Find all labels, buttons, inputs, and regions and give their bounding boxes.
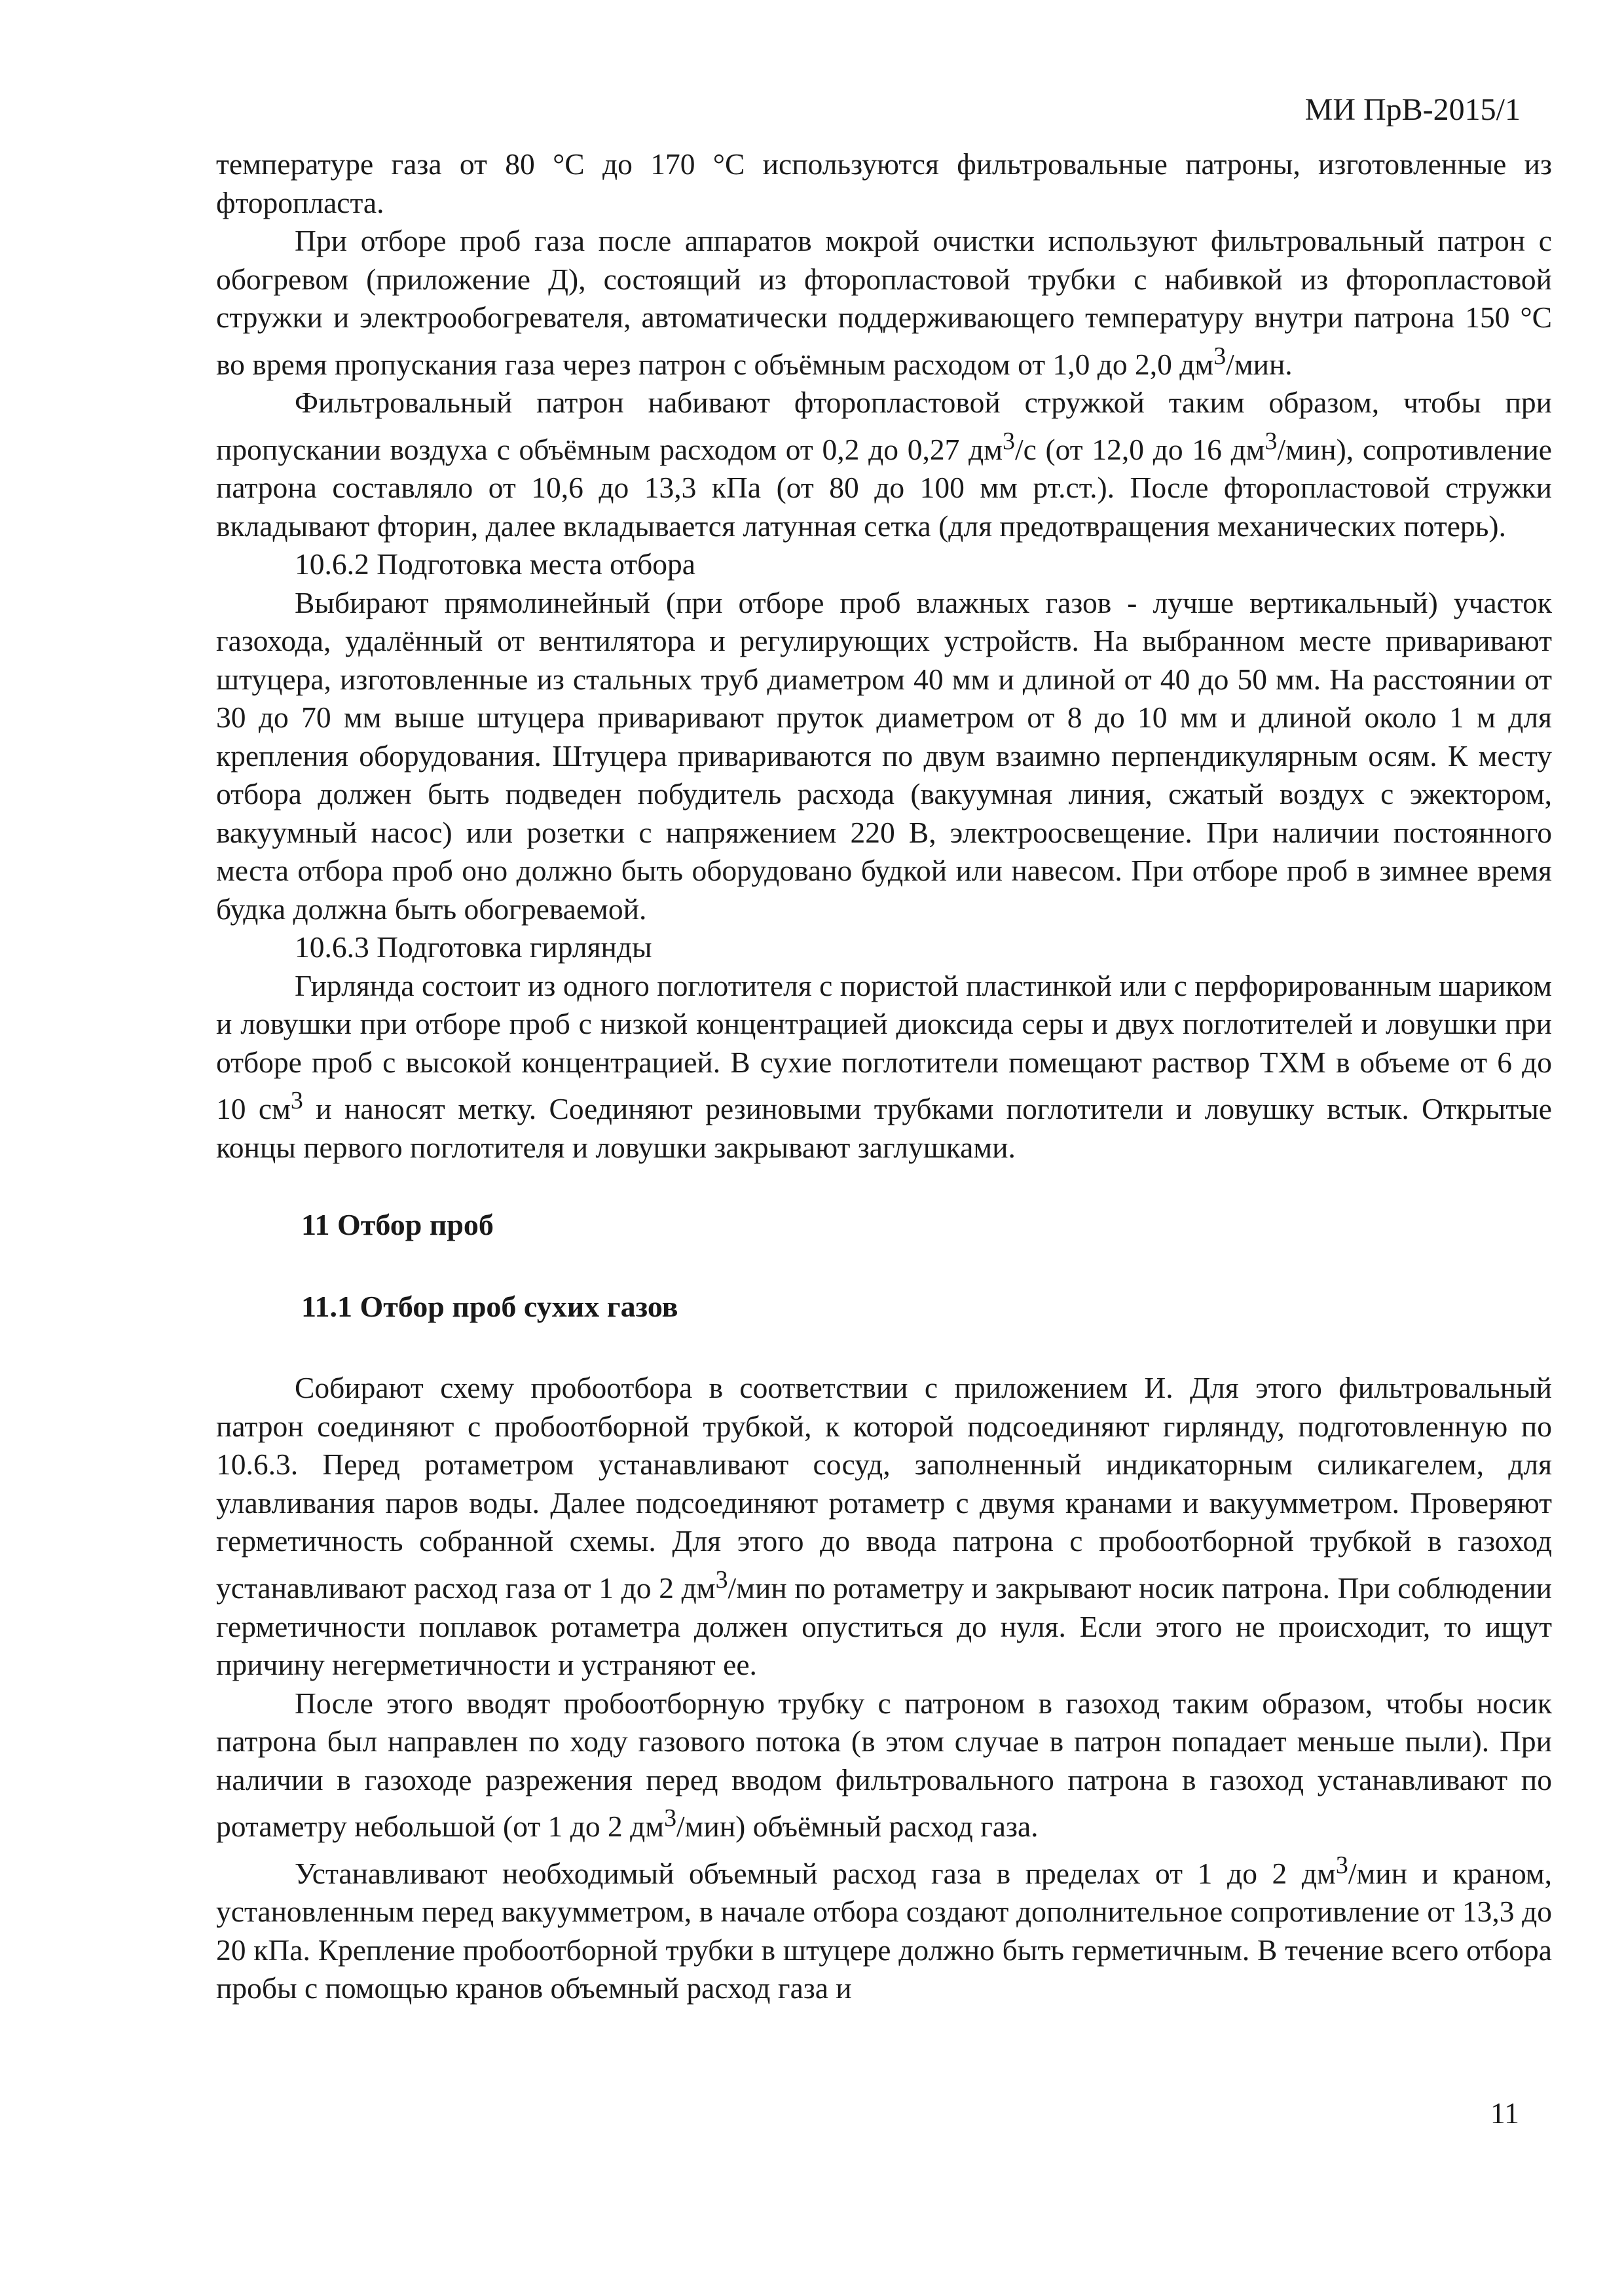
text-run: /мин и краном, установленным перед вакуумметром, в начале отбора создают дополнительное сопротивление от 13,3 до 20 кПа. Крепление пробоотборной трубки в штуцере должно быть герметичным. В течение всего отбора пробы с помощью кранов объемный расход газа и <box>216 1856 1552 2005</box>
spacer <box>216 1245 1552 1288</box>
superscript: 3 <box>1264 427 1278 455</box>
document-code-header: МИ ПрВ-2015/1 <box>1304 92 1521 127</box>
superscript: 3 <box>1335 1851 1348 1879</box>
text-run: При отборе проб газа после аппаратов мокрой очистки используют фильтровальный патрон с обогревом (приложение Д), состоящий из фторопластовой трубки с набивкой из фторопластовой стружки и электрообогревателя, автоматически поддерживающего температуру внутри патрона 150 °С во время пропускания газа через патрон с объёмным расходом от 1,0 до 2,0 дм <box>216 224 1552 381</box>
paragraph-cartridge-packing <box>216 384 1552 545</box>
text-run: /мин по ротаметру и закрывают носик патрона. При соблюдении герметичности поплавок ротаметра должен опуститься до нуля. Если этого не происходит, то ищут причину негерметичности и устраняют ее. <box>216 1571 1552 1682</box>
paragraph-heated-cartridge <box>216 222 1552 384</box>
subsection-heading-10-6-3: 10.6.3 Подготовка гирлянды <box>295 930 652 964</box>
text-run: и наносят метку. Соединяют резиновыми трубками поглотители и ловушку встык. Открытые концы первого поглотителя и ловушки закрывают заглушками. <box>216 1092 1552 1164</box>
section-heading-11-1: 11.1 Отбор проб сухих газов <box>301 1289 678 1323</box>
text-run: Устанавливают необходимый объемный расход газа в пределах от 1 до 2 дм <box>295 1856 1336 1890</box>
text-run: После этого вводят пробоотборную трубку с патроном в газоход таким образом, чтобы носик патрона был направлен по ходу газового потока (в этом случае в патрон попадает меньше пыли). При наличии в газоходе разрежения перед вводом фильтровального патрона в газоход устанавливают по ротаметру небольшой (от 1 до 2 дм <box>216 1686 1552 1844</box>
spacer <box>216 1167 1552 1206</box>
superscript: 3 <box>664 1804 677 1832</box>
spacer <box>216 1326 1552 1369</box>
paragraph-flow-rate-setting <box>216 1846 1552 2008</box>
paragraph-assembly-scheme <box>216 1369 1552 1684</box>
page-content <box>216 145 1552 2008</box>
text-run: /с (от 12,0 до 16 дм <box>1014 432 1265 466</box>
superscript: 3 <box>1003 427 1015 455</box>
text-run: Фильтровальный патрон набивают фторопластовой стружкой таким образом, чтобы при пропускании воздуха с объёмным расходом от 0,2 до 0,27 дм <box>216 386 1552 466</box>
paragraph-garland-preparation <box>216 967 1552 1167</box>
superscript: 3 <box>290 1087 303 1115</box>
superscript: 3 <box>1213 342 1227 370</box>
section-heading-11: 11 Отбор проб <box>301 1208 494 1242</box>
paragraph-filter-temperature: температуре газа от 80 °С до 170 °С используются фильтровальные патроны, изготовленные из фторопласта. <box>216 147 1552 219</box>
text-run: /мин), сопротивление патрона составляло от 10,6 до 13,3 кПа (от 80 до 100 мм рт.ст.). После фторопластовой стружки вкладывают фторин, далее вкладывается латунная сетка (для предотвращения механических потерь). <box>216 432 1552 543</box>
subsection-heading-10-6-2: 10.6.2 Подготовка места отбора <box>295 547 695 581</box>
text-run: Гирлянда состоит из одного поглотителя с пористой пластинкой или с перфорированным шариком и ловушки при отборе проб с низкой концентрацией диоксида серы и двух поглотителей и ловушки при отборе проб с высокой концентрацией. В сухие поглотители помещают раствор ТХМ в объеме от 6 до 10 см <box>216 968 1552 1126</box>
text-run: Собирают схему пробоотбора в соответствии с приложением И. Для этого фильтровальный патрон соединяют с пробоотборной трубкой, к которой подсоединяют гирлянду, подготовленную по 10.6.3. Перед ротаметром устанавливают сосуд, заполненный индикаторным силикагелем, для улавливания паров воды. Далее подсоединяют ротаметр с двумя кранами и вакуумметром. Проверяют герметичность собранной схемы. Для этого до ввода патрона с пробоотборной трубкой в газоход устанавливают расход газа от 1 до 2 дм <box>216 1371 1552 1605</box>
page-number: 11 <box>1490 2096 1519 2130</box>
text-run: /мин. <box>1226 347 1293 381</box>
text-run: /мин) объёмный расход газа. <box>676 1810 1039 1844</box>
paragraph-sampling-site: Выбирают прямолинейный (при отборе проб влажных газов - лучше вертикальный) участок газохода, удалённый от вентилятора и регулирующих устройств. На выбранном месте приваривают штуцера, изготовленные из стальных труб диаметром 40 мм и длиной от 40 до 50 мм. На расстоянии от 30 до 70 мм выше штуцера приваривают пруток диаметром от 8 до 10 мм и длиной около 1 м для крепления оборудования. Штуцера привариваются по двум взаимно перпендикулярным осям. К месту отбора должен быть подведен побудитель расхода (вакуумная линия, сжатый воздух с эжектором, вакуумный насос) или розетки с напряжением 220 В, электроосвещение. При наличии постоянного места отбора проб оно должно быть оборудовано будкой или навесом. При отборе проб в зимнее время будка должна быть обогреваемой. <box>216 585 1552 926</box>
paragraph-probe-insertion <box>216 1685 1552 1846</box>
superscript: 3 <box>715 1565 728 1594</box>
